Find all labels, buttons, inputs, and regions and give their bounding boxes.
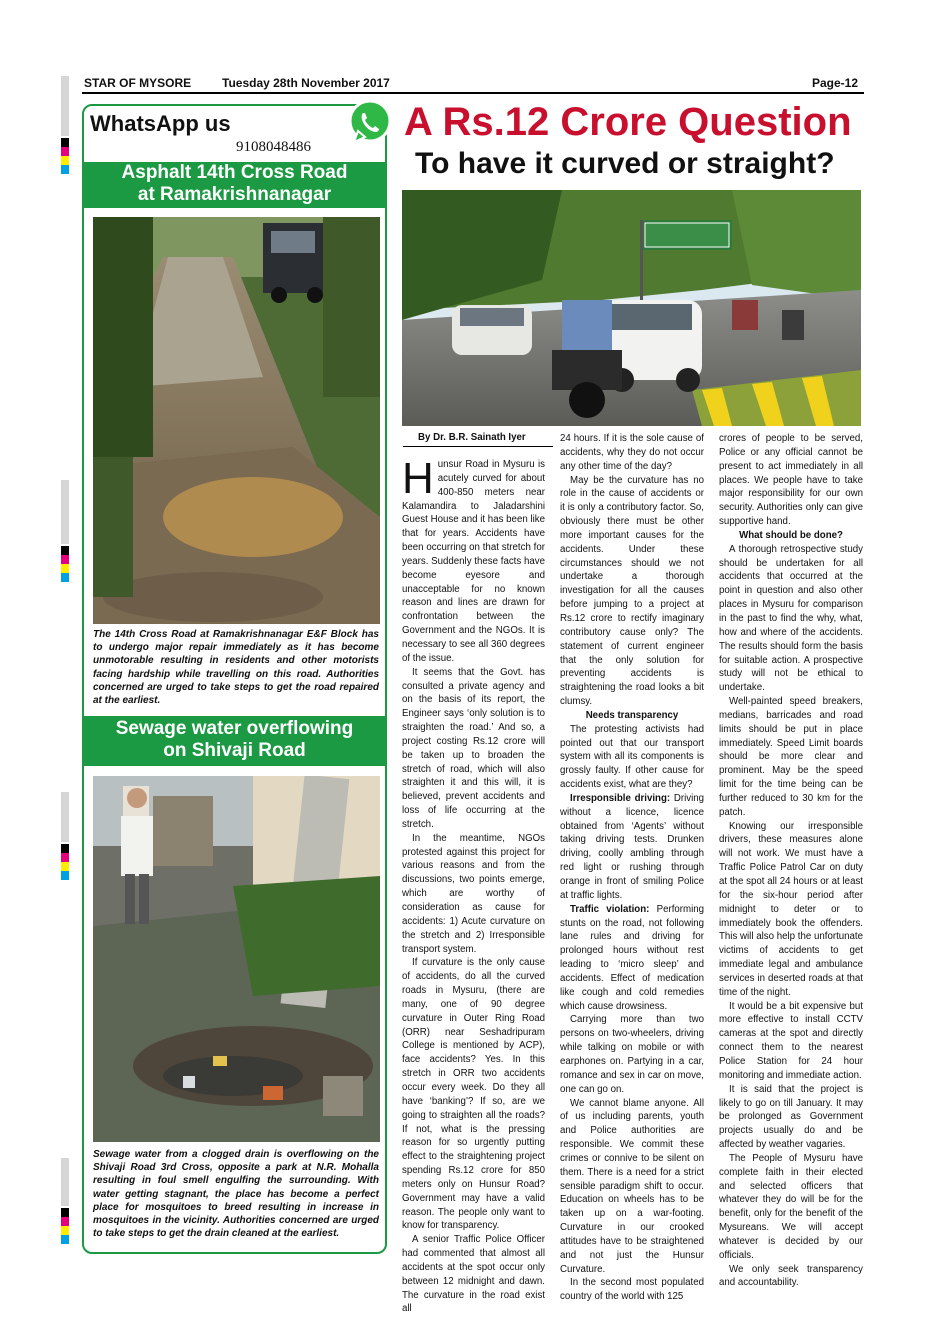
story1-heading-line1: Asphalt 14th Cross Road (121, 162, 348, 183)
print-margin-bar (61, 1158, 69, 1206)
col1-paragraph: unsur Road in Mysuru is acutely curved for about 400-850 meters near Kalamandira to Jaladarshini Guest House and it has been like that for years. Accidents have been occurring on that stretch for years. Suddenly these facts have become eyesore and unacceptable for no known reason and lines are drawn for confrontation between the Government and the NGOs. It is necessary to see all 360 degrees of the issue. (402, 459, 545, 664)
print-margin-bar (61, 792, 69, 842)
whatsapp-number: 9108048486 (236, 139, 311, 155)
story2-heading-line1: Sewage water overflowing (115, 718, 354, 739)
print-margin-bar (61, 480, 69, 544)
story1-heading-line2: at Ramakrishnanagar (137, 184, 332, 205)
col2-paragraph: In the second most populated country of the world with 125 (560, 1277, 704, 1303)
byline: By Dr. B.R. Sainath Iyer (418, 432, 526, 443)
subhead-needs-transparency: Needs transparency (585, 709, 679, 721)
article-column-1 (402, 454, 545, 1316)
dropcap: H (402, 454, 434, 503)
subheadline: To have it curved or straight? (415, 147, 835, 180)
paper-name: STAR OF MYSORE (84, 76, 192, 90)
road-photo (93, 217, 380, 624)
registration-mark (61, 844, 69, 880)
col3-paragraph: The People of Mysuru have complete faith in their elected and selected officers that whatever they do will be for the benefit, only for the benefit of the Mysureans. We will accept whatever is decided by our officials. (719, 1152, 863, 1261)
col1-paragraph: If curvature is the only cause of accidents, do all the curved roads in Mysuru, (there are many, one of 90 degree curvature in Outer Ring Road (ORR) near Seshadripuram College is mentioned by ACP), face accidents? Yes. In this stretch in ORR two accidents occur every week. Do they all have ‘banking’? If so, are we going to straighten all the roads? If not, what is the pressing reason for so urgently putting effect to the straightening project spending Rs.12 crore for 850 meters only on Hunsur Road? Government may have a valid reason. The people only want to know for transparency. (402, 957, 545, 1232)
subhead-what-should-be-done: What should be done? (739, 529, 843, 541)
col3-paragraph: It is said that the project is likely to go on till January. It may be prolonged as Government projects usually do and be affected by weather vagaries. (719, 1083, 863, 1151)
whatsapp-label: WhatsApp us (90, 111, 231, 136)
hunsur-road-photo (402, 190, 861, 426)
story2-heading-line2: on Shivaji Road (163, 740, 306, 761)
sewage-photo (93, 776, 380, 1142)
whatsapp-icon (346, 98, 394, 146)
byline-rule (403, 446, 553, 447)
col1-paragraph: It seems that the Govt. has consulted a private agency and on the basis of its report, the Engineer says ‘only solution is to straighten the road.’ And so, a project costing Rs.12 crore will be taken up to broaden the stretch of road, which will also straighten it and this will, it is believed, prevent accidents and loss of life occurring at the stretch. (402, 666, 545, 830)
registration-mark (61, 546, 69, 582)
story2-heading (84, 716, 385, 766)
col3-paragraph: crores of people to be served, Police or any official cannot be present to act immediately in all places. We people have to take major responsibility for our own security. Authorities only can give supportive hand. (719, 433, 863, 528)
col2-paragraph: Performing stunts on the road, not following lane rules and driving for prolonged hours without rest leading to ‘micro sleep’ and accidents. Effect of medication like cough and cold remedies which cause drowsiness. (560, 903, 704, 1012)
col3-paragraph: It would be a bit expensive but more effective to install CCTV cameras at the spot and directly connect them to the nearest Police Station for 24 hour monitoring and immediate action. (719, 1000, 863, 1081)
col3-paragraph: A thorough retrospective study should be undertaken for all accidents that occurred at the point in question and also other places in Mysuru for comparison in the past to find the why, what, how and where of the accidents. The results should form the basis for suitable action. A prospective study will not be ethical to undertake. (719, 543, 863, 694)
col3-paragraph: Knowing our irresponsible drivers, these measures alone will not work. We must have a Traffic Police Patrol Car on duty at the spot all 24 hours or at least for the six-hour period after midnight to deter or to immediately book the offenders. This will also help the unfortunate victims of accidents to get immediate legal and ambulance services in deserted roads at that time of the night. (719, 820, 863, 998)
col2-paragraph: 24 hours. If it is the sole cause of accidents, why they do not occur any other time of the day? (560, 433, 704, 472)
registration-mark (61, 1208, 69, 1244)
col3-paragraph: We only seek transparency and accountability. (719, 1263, 863, 1289)
header-rule (82, 92, 864, 94)
registration-mark (61, 138, 69, 174)
story2-caption: Sewage water from a clogged drain is overflowing on the Shivaji Road 3rd Cross, opposite a park at N.R. Mohalla resulting in foul smell engulfing the surrounding. With water getting stagnant, the place has become a perfect place for mosquitoes to breed resulting in increase in mosquitoes in the vicinity. Authorities concerned are urged to take steps to get the drain cleaned at the earliest. (93, 1149, 379, 1240)
print-margin-bar (61, 76, 69, 136)
lead-traffic-violation: Traffic violation: (570, 903, 650, 915)
col2-paragraph: The protesting activists had pointed out that our transport system with all its components is grossly faulty. If other cause for accidents exist, what are they? (560, 723, 704, 791)
story1-heading (84, 162, 385, 208)
col2-paragraph: May be the curvature has no role in the cause of accidents or it is only a contributory factor. So, obviously there must be other more important causes for the accidents. Under these circumstances should we not undertake a thorough investigation for all the causes before jumping to a project at Rs.12 crore to rectify imaginary contributory cause only? The statement of current engineer that the only solution for preventing accidents is straightening the road looks a bit clumsy. (560, 474, 704, 708)
col1-paragraph: In the meantime, NGOs protested against this project for various reasons and from the discussions, two points emerge, which are worthy of consideration as cause for accidents: 1) Acute curvature on the stretch and 2) Irresponsible transport system. (402, 832, 545, 955)
headline: A Rs.12 Crore Question (404, 100, 852, 144)
col3-paragraph: Well-painted speed breakers, medians, barricades and road limits should be put in place immediately. Speed Limit boards should be more clear and prominent. May be the speed limit for the time being can be further reduced to 30 km for the patch. (719, 696, 863, 818)
col2-paragraph: Driving without a licence, licence obtained from ‘Agents’ without taking driving tests. Drunken driving, coolly ambling through red light or rushing through orange in front of smiling Police at traffic lights. (560, 792, 705, 901)
story1-caption: The 14th Cross Road at Ramakrishnanagar E&F Block has to undergo major repair immediately as it has become unmotorable resulting in residents and other motorists facing hardship while travelling on this road. Authorities concerned are urged to take steps to get the road repaired at the earliest. (93, 629, 379, 707)
article-column-3 (719, 432, 863, 1290)
lead-irresponsible-driving: Irresponsible driving: (570, 792, 671, 804)
page-number: Page-12 (812, 76, 859, 90)
issue-date: Tuesday 28th November 2017 (222, 76, 390, 90)
col1-paragraph: A senior Traffic Police Officer had commented that almost all accidents at the spot occur only between 12 midnight and dawn. The curvature in the road exist all (402, 1234, 545, 1315)
col2-paragraph: Carrying more than two persons on two-wheelers, driving while talking on mobile or with earphones on. Partying in a car, romance and sex in car on move, one can go on. (560, 1014, 704, 1095)
col2-paragraph: We cannot blame anyone. All of us including parents, youth and Police authorities are responsible. We commit these crimes or connive to be silent on them. There is a need for a strict sensible paradigm shift to occur. Education on wheels has to be taken up on a war-footing. Curvature in our crooked attitudes have to be straightened and not just the Hunsur Curvature. (560, 1097, 704, 1275)
article-column-2 (560, 432, 704, 1304)
